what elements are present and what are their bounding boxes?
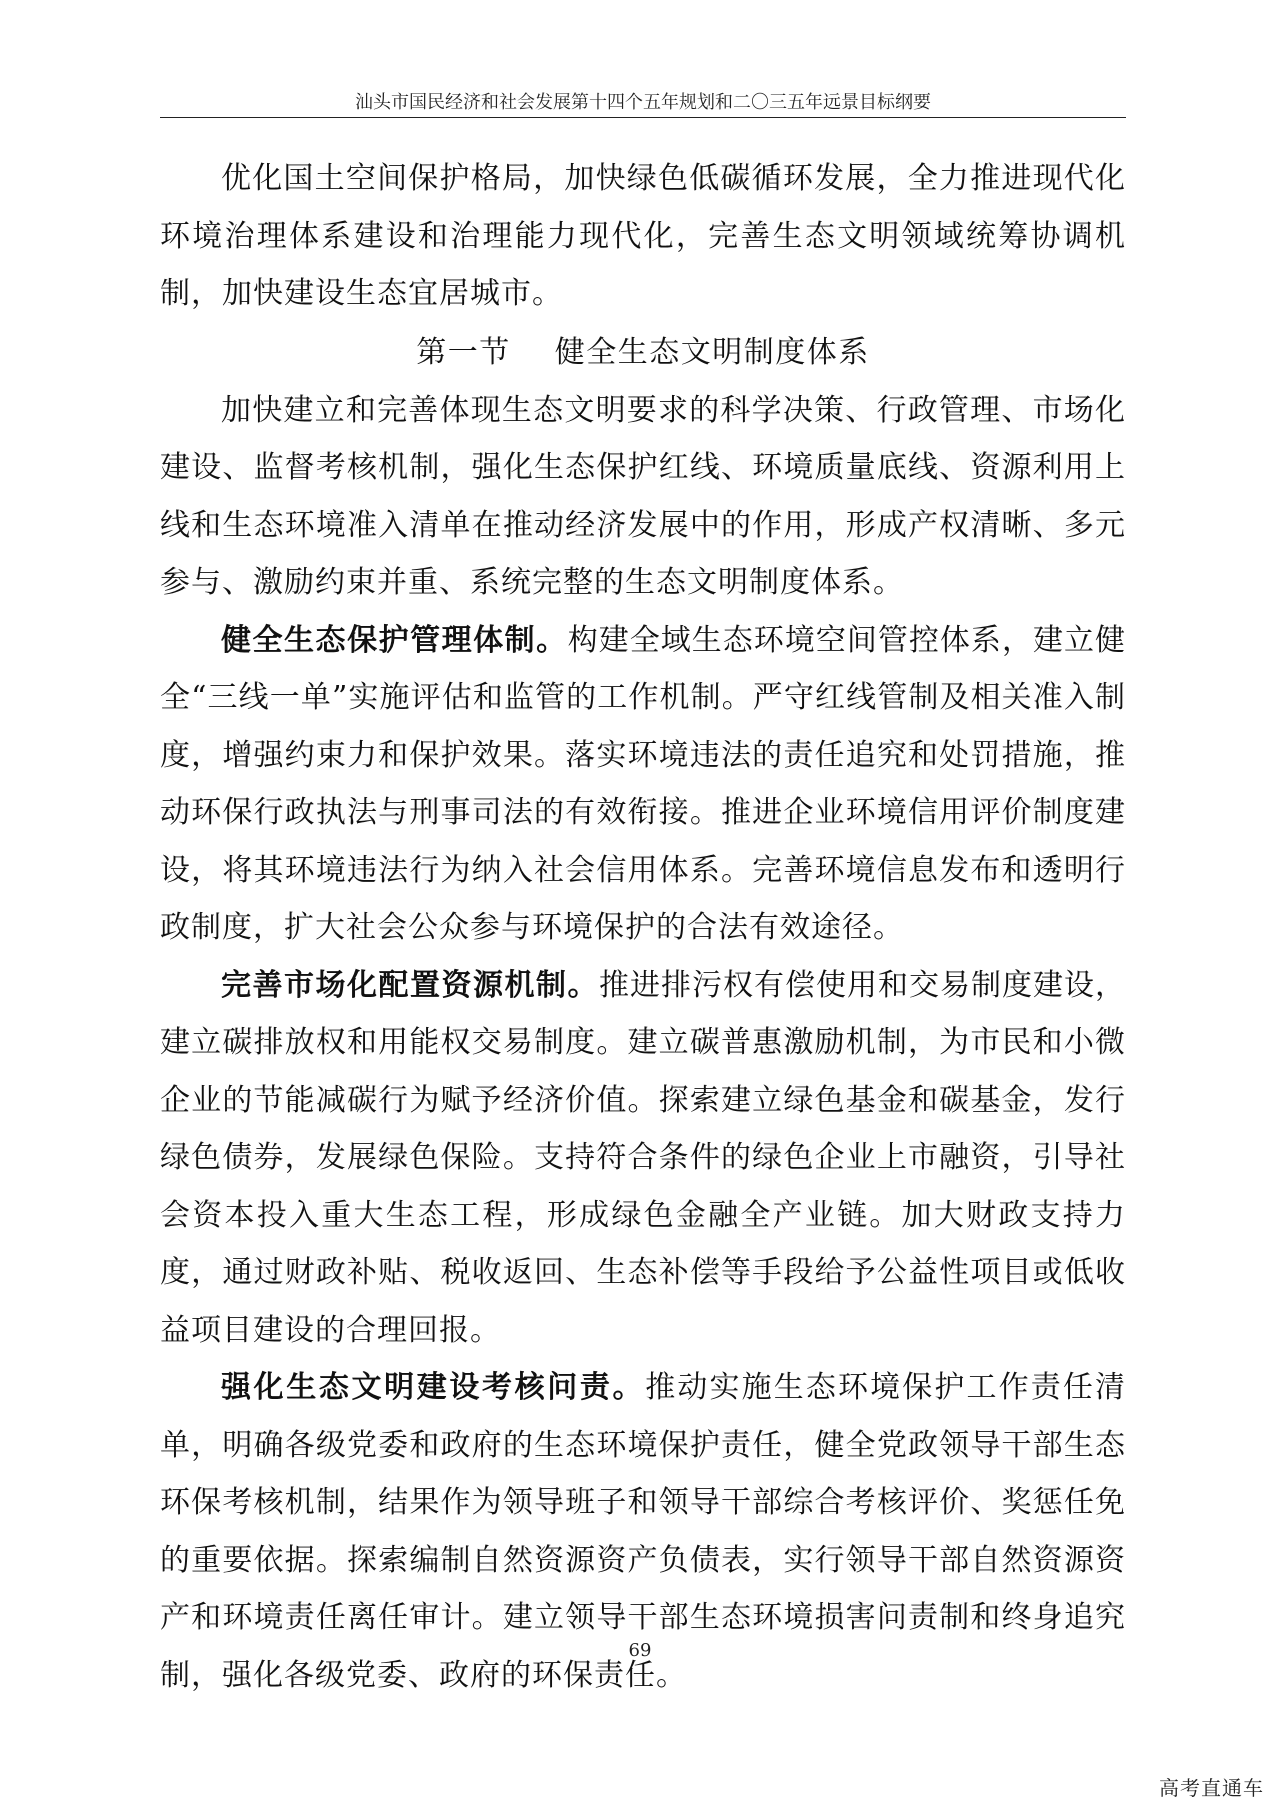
body-text bbox=[160, 150, 1126, 1704]
header-rule bbox=[160, 117, 1126, 118]
paragraph-lead: 完善市场化配置资源机制。 bbox=[221, 967, 599, 1003]
paragraph-lead: 强化生态文明建设考核问责。 bbox=[221, 1370, 646, 1405]
paragraph-text: 加快建立和完善体现生态文明要求的科学决策、行政管理、市场化建设、监督考核机制，强化生态保护红线、环境质量底线、资源利用上线和生态环境准入清单在推动经济发展中的作用，形成产权清晰、多元参与、激励约束并重、系统完整的生态文明制度体系。 bbox=[160, 392, 1126, 600]
paragraph-lead: 健全生态保护管理体制。 bbox=[221, 622, 568, 658]
paragraph-market-mechanism bbox=[160, 957, 1126, 1360]
running-header: 汕头市国民经济和社会发展第十四个五年规划和二〇三五年远景目标纲要 bbox=[355, 92, 931, 113]
paragraph-text: 构建全域生态环境空间管控体系，建立健全“三线一单”实施评估和监管的工作机制。严守红线管制及相关准入制度，增强约束力和保护效果。落实环境违法的责任追究和处罚措施，推动环保行政执法与刑事司法的有效衔接。推进企业环境信用评价制度建设，将其环境违法行为纳入社会信用体系。完善环境信息发布和透明行政制度，扩大社会公众参与环境保护的合法有效途径。 bbox=[160, 622, 1127, 945]
paragraph-eco-protection bbox=[160, 612, 1126, 957]
paragraph-text: 推进排污权有偿使用和交易制度建设，建立碳排放权和用能权交易制度。建立碳普惠激励机制，为市民和小微企业的节能减碳行为赋予经济价值。探索建立绿色基金和碳基金，发行绿色债券，发展绿色保险。支持符合条件的绿色企业上市融资，引导社会资本投入重大生态工程，形成绿色金融全产业链。加大财政支持力度，通过财政补贴、税收返回、生态补偿等手段给予公益性项目或低收益项目建设的合理回报。 bbox=[160, 967, 1126, 1348]
page-number: 69 bbox=[628, 1640, 652, 1661]
watermark: 高考直通车 bbox=[1159, 1776, 1264, 1800]
section-title: 健全生态文明制度体系 bbox=[554, 334, 870, 370]
paragraph-overview bbox=[160, 382, 1126, 612]
intro-paragraph: 优化国土空间保护格局，加快绿色低碳循环发展，全力推进现代化环境治理体系建设和治理能力现代化，完善生态文明领域统筹协调机制，加快建设生态宜居城市。 bbox=[160, 161, 1126, 311]
section-heading bbox=[160, 323, 1126, 382]
section-number: 第一节 bbox=[416, 334, 511, 370]
paragraph-text: 推动实施生态环境保护工作责任清单，明确各级党委和政府的生态环境保护责任，健全党政领导干部生态环保考核机制，结果作为领导班子和领导干部综合考核评价、奖惩任免的重要依据。探索编制自然资源资产负债表，实行领导干部自然资源资产和环境责任离任审计。建立领导干部生态环境损害问责制和终身追究制，强化各级党委、政府的环保责任。 bbox=[160, 1370, 1127, 1693]
